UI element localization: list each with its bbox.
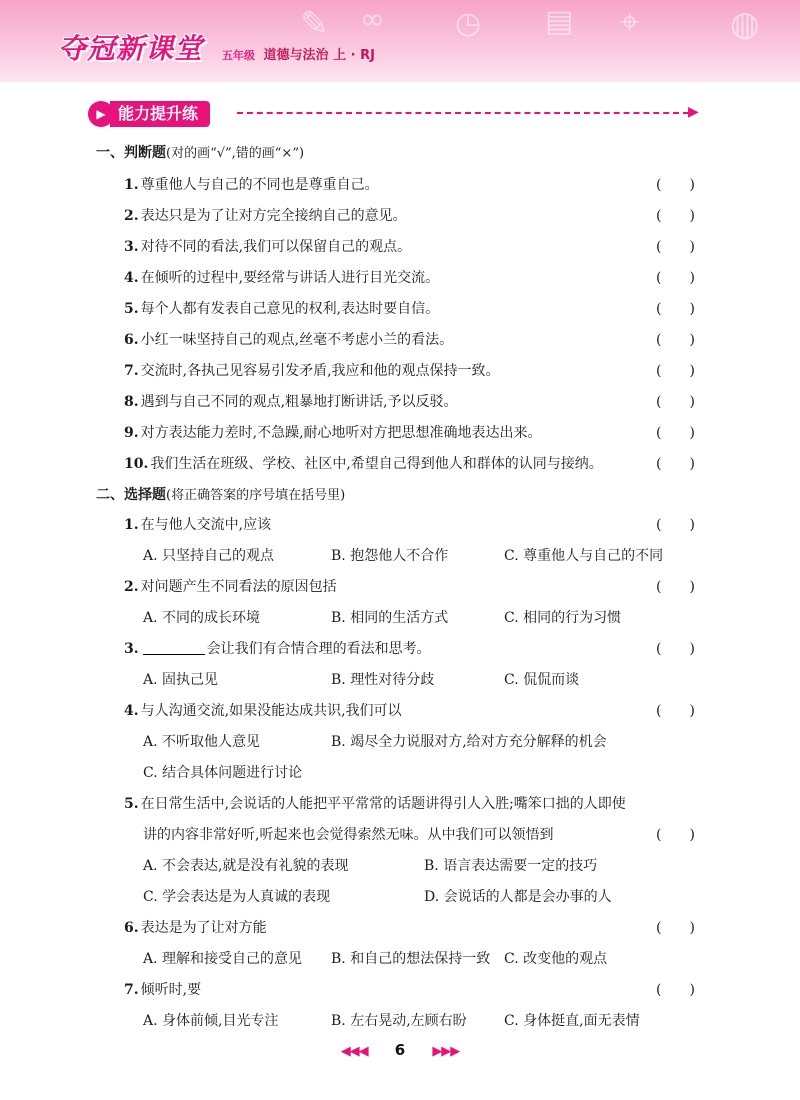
option-1c[interactable]: C. 尊重他人与自己的不同 — [504, 548, 664, 564]
item-number: 4. — [124, 703, 139, 719]
option-6a[interactable]: A. 理解和接受自己的意见 — [143, 951, 303, 967]
option-4a[interactable]: A. 不听取他人意见 — [143, 734, 261, 750]
next-arrows-icon: ▶▶▶ — [432, 1044, 460, 1059]
item-text: 在日常生活中,会说话的人能把平平常常的话题讲得引人入胜;嘴笨口拙的人即使 — [140, 796, 626, 812]
arrow-right-icon: ▶ — [688, 104, 699, 120]
judge-item-5 — [124, 298, 704, 318]
judge-item-8 — [124, 391, 704, 411]
page-footer — [0, 1040, 800, 1059]
section-header — [88, 100, 210, 128]
compass-icon: ⌖ — [620, 2, 640, 42]
option-7c[interactable]: C. 身体挺直,面无表情 — [504, 1013, 640, 1029]
choice-question-5-cont: 讲的内容非常好听,听起来也会觉得索然无味。从中我们可以领悟到 — [143, 827, 554, 843]
answer-paren-c6[interactable]: ( ) — [656, 920, 695, 936]
choice-heading — [96, 484, 345, 504]
answer-paren-c4[interactable]: ( ) — [656, 703, 695, 719]
item-text: 在倾听的过程中,要经常与讲话人进行目光交流。 — [140, 270, 440, 286]
item-text: 对待不同的看法,我们可以保留自己的观点。 — [140, 239, 412, 255]
item-number: 2. — [124, 208, 139, 224]
item-number: 3. — [124, 641, 139, 657]
judge-item-1 — [124, 174, 704, 194]
judge-item-2 — [124, 205, 704, 225]
option-3c[interactable]: C. 侃侃而谈 — [504, 672, 580, 688]
section-divider — [237, 112, 689, 114]
choice-question-6 — [124, 917, 704, 937]
choice-question-7 — [124, 979, 704, 999]
item-text: 对方表达能力差时,不急躁,耐心地听对方把思想准确地表达出来。 — [140, 425, 542, 441]
item-text: 遇到与自己不同的观点,粗暴地打断讲话,予以反驳。 — [140, 394, 458, 410]
answer-paren-j4[interactable]: ( ) — [656, 270, 695, 286]
option-4b[interactable]: B. 竭尽全力说服对方,给对方充分解释的机会 — [331, 734, 607, 750]
answer-paren-j6[interactable]: ( ) — [656, 332, 695, 348]
item-text: 交流时,各执己见容易引发矛盾,我应和他的观点保持一致。 — [140, 363, 500, 379]
option-5d[interactable]: D. 会说话的人都是会办事的人 — [424, 889, 612, 905]
item-number: 7. — [124, 982, 139, 998]
option-5c[interactable]: C. 学会表达是为人真诚的表现 — [143, 889, 331, 905]
answer-paren-j9[interactable]: ( ) — [656, 425, 695, 441]
answer-paren-c2[interactable]: ( ) — [656, 579, 695, 595]
judge-item-7 — [124, 360, 704, 380]
option-1b[interactable]: B. 抱怨他人不合作 — [331, 548, 449, 564]
item-text: 小红一味坚持自己的观点,丝毫不考虑小兰的看法。 — [140, 332, 454, 348]
answer-paren-j2[interactable]: ( ) — [656, 208, 695, 224]
option-2c[interactable]: C. 相同的行为习惯 — [504, 610, 622, 626]
option-3b[interactable]: B. 理性对待分歧 — [331, 672, 435, 688]
judge-heading-title: 一、判断题 — [96, 145, 166, 161]
clock-icon: ◷ — [455, 6, 482, 41]
item-number: 5. — [124, 796, 139, 812]
option-5a[interactable]: A. 不会表达,就是没有礼貌的表现 — [143, 858, 349, 874]
judge-heading-note: (对的画“√”,错的画“×”) — [166, 146, 305, 161]
fill-blank[interactable] — [143, 654, 205, 655]
option-6c[interactable]: C. 改变他的观点 — [504, 951, 608, 967]
item-number: 6. — [124, 332, 139, 348]
answer-paren-j5[interactable]: ( ) — [656, 301, 695, 317]
item-text: 对问题产生不同看法的原因包括 — [140, 579, 337, 595]
item-number: 3. — [124, 239, 139, 255]
judge-item-3 — [124, 236, 704, 256]
item-text: 尊重他人与自己的不同也是尊重自己。 — [140, 177, 379, 193]
item-text: 表达只是为了让对方完全接纳自己的意见。 — [140, 208, 407, 224]
item-number: 8. — [124, 394, 139, 410]
item-number: 2. — [124, 579, 139, 595]
judge-heading — [96, 142, 304, 162]
choice-heading-title: 二、选择题 — [96, 487, 166, 503]
subject-label: 道德与法治 — [263, 48, 329, 63]
item-number: 1. — [124, 177, 139, 193]
answer-paren-j3[interactable]: ( ) — [656, 239, 695, 255]
item-number: 1. — [124, 517, 139, 533]
choice-question-4 — [124, 700, 704, 720]
option-6b[interactable]: B. 和自己的想法保持一致 — [331, 951, 491, 967]
answer-paren-c1[interactable]: ( ) — [656, 517, 695, 533]
brand-logo: 夺冠新课堂 — [58, 32, 204, 65]
option-7a[interactable]: A. 身体前倾,目光专注 — [143, 1013, 279, 1029]
item-text: 在与他人交流中,应该 — [140, 517, 272, 533]
judge-item-4 — [124, 267, 704, 287]
globe-icon: ◍ — [730, 4, 760, 44]
judge-item-10 — [124, 453, 704, 473]
header-banner — [0, 0, 800, 82]
item-text: 倾听时,要 — [140, 982, 202, 998]
prev-arrows-icon: ◀◀◀ — [340, 1044, 368, 1059]
option-7b[interactable]: B. 左右晃动,左顾右盼 — [331, 1013, 467, 1029]
book-icon: ✎ — [300, 4, 329, 44]
choice-heading-note: (将正确答案的序号填在括号里) — [166, 488, 346, 503]
item-number: 6. — [124, 920, 139, 936]
glasses-icon: ∞ — [360, 2, 385, 37]
item-number: 9. — [124, 425, 139, 441]
option-5b[interactable]: B. 语言表达需要一定的技巧 — [424, 858, 598, 874]
item-text: 每个人都有发表自己意见的权利,表达时要自信。 — [140, 301, 440, 317]
judge-item-9 — [124, 422, 704, 442]
option-4c[interactable]: C. 结合具体问题进行讨论 — [143, 765, 303, 781]
answer-paren-j10[interactable]: ( ) — [656, 456, 695, 472]
option-2b[interactable]: B. 相同的生活方式 — [331, 610, 449, 626]
answer-paren-c5[interactable]: ( ) — [656, 827, 695, 843]
answer-paren-j7[interactable]: ( ) — [656, 363, 695, 379]
choice-question-3 — [124, 638, 704, 658]
option-3a[interactable]: A. 固执己见 — [143, 672, 219, 688]
item-number: 7. — [124, 363, 139, 379]
edition-label: 上 · RJ — [333, 48, 375, 63]
item-text: 与人沟通交流,如果没能达成共识,我们可以 — [140, 703, 402, 719]
notebook-icon: ▤ — [545, 4, 574, 39]
item-text: 我们生活在班级、学校、社区中,希望自己得到他人和群体的认同与接纳。 — [150, 456, 603, 472]
item-number: 4. — [124, 270, 139, 286]
answer-paren-j8[interactable]: ( ) — [656, 394, 695, 410]
option-1a[interactable]: A. 只坚持自己的观点 — [143, 548, 275, 564]
answer-paren-c7[interactable]: ( ) — [656, 982, 695, 998]
grade-label: 五年级 — [222, 49, 255, 62]
item-text: 表达是为了让对方能 — [140, 920, 267, 936]
section-label: 能力提升练 — [110, 101, 210, 127]
item-text: 会让我们有合情合理的看法和思考。 — [206, 641, 431, 657]
answer-paren-j1[interactable]: ( ) — [656, 177, 695, 193]
book-subtitle — [222, 44, 375, 63]
choice-question-1 — [124, 514, 704, 534]
choice-question-5 — [124, 793, 704, 813]
answer-paren-c3[interactable]: ( ) — [656, 641, 695, 657]
play-icon: ▶ — [88, 101, 114, 127]
choice-question-2 — [124, 576, 704, 596]
item-number: 10. — [124, 456, 149, 472]
judge-item-6 — [124, 329, 704, 349]
page-number: 6 — [394, 1041, 406, 1059]
item-number: 5. — [124, 301, 139, 317]
option-2a[interactable]: A. 不同的成长环境 — [143, 610, 261, 626]
